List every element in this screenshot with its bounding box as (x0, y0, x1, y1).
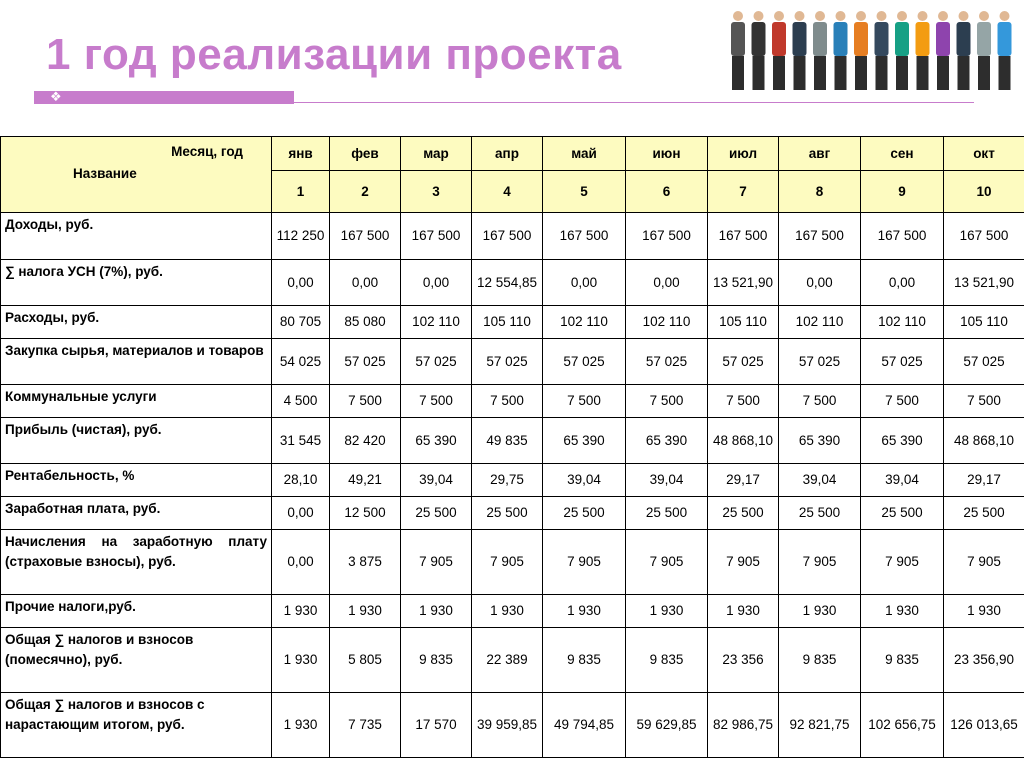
value-cell: 17 570 (401, 693, 472, 758)
value-cell: 0,00 (272, 497, 330, 530)
value-cell: 25 500 (708, 497, 779, 530)
value-cell: 1 930 (401, 595, 472, 628)
value-cell: 7 905 (401, 530, 472, 595)
row-name-cell: Доходы, руб. (1, 213, 272, 260)
value-cell: 7 905 (861, 530, 944, 595)
finance-table (0, 136, 1024, 758)
value-cell: 102 110 (401, 306, 472, 339)
value-cell: 102 110 (779, 306, 861, 339)
value-cell: 7 500 (861, 385, 944, 418)
header-month-cell: янв (272, 137, 330, 171)
value-cell: 7 905 (779, 530, 861, 595)
value-cell: 0,00 (861, 260, 944, 306)
value-cell: 0,00 (272, 530, 330, 595)
value-cell: 4 500 (272, 385, 330, 418)
value-cell: 167 500 (779, 213, 861, 260)
value-cell: 105 110 (944, 306, 1024, 339)
header-month-number-cell: 7 (708, 171, 779, 213)
value-cell: 9 835 (401, 628, 472, 693)
value-cell: 39,04 (401, 464, 472, 497)
value-cell: 48 868,10 (944, 418, 1024, 464)
row-name-cell: ∑ налога УСН (7%), руб. (1, 260, 272, 306)
value-cell: 7 500 (472, 385, 543, 418)
header-month-number-cell: 10 (944, 171, 1024, 213)
value-cell: 57 025 (401, 339, 472, 385)
row-name-cell: Рентабельность, % (1, 464, 272, 497)
value-cell: 49 835 (472, 418, 543, 464)
value-cell: 167 500 (401, 213, 472, 260)
header-month-cell: июл (708, 137, 779, 171)
row-name-cell: Закупка сырья, материалов и товаров (1, 339, 272, 385)
value-cell: 1 930 (543, 595, 626, 628)
value-cell: 7 500 (944, 385, 1024, 418)
value-cell: 25 500 (626, 497, 708, 530)
value-cell: 1 930 (472, 595, 543, 628)
value-cell: 9 835 (779, 628, 861, 693)
workers-group-image (730, 2, 1020, 94)
value-cell: 92 821,75 (779, 693, 861, 758)
value-cell: 48 868,10 (708, 418, 779, 464)
row-name-cell: Общая ∑ налогов и взносов (помесячно), руб. (1, 628, 272, 693)
value-cell: 9 835 (543, 628, 626, 693)
value-cell: 57 025 (543, 339, 626, 385)
value-cell: 9 835 (861, 628, 944, 693)
title-divider-line (294, 102, 974, 103)
value-cell: 7 500 (543, 385, 626, 418)
value-cell: 12 500 (330, 497, 401, 530)
value-cell: 167 500 (330, 213, 401, 260)
value-cell: 39,04 (626, 464, 708, 497)
value-cell: 0,00 (626, 260, 708, 306)
value-cell: 54 025 (272, 339, 330, 385)
value-cell: 65 390 (626, 418, 708, 464)
table-row (1, 530, 1024, 595)
value-cell: 29,17 (708, 464, 779, 497)
table-row (1, 385, 1024, 418)
value-cell: 102 110 (543, 306, 626, 339)
value-cell: 13 521,90 (944, 260, 1024, 306)
table-row (1, 418, 1024, 464)
header-month-cell: мар (401, 137, 472, 171)
value-cell: 3 875 (330, 530, 401, 595)
value-cell: 65 390 (543, 418, 626, 464)
value-cell: 0,00 (543, 260, 626, 306)
value-cell: 167 500 (472, 213, 543, 260)
value-cell: 9 835 (626, 628, 708, 693)
header-month-number-cell: 5 (543, 171, 626, 213)
value-cell: 25 500 (779, 497, 861, 530)
value-cell: 1 930 (272, 595, 330, 628)
value-cell: 25 500 (944, 497, 1024, 530)
value-cell: 57 025 (779, 339, 861, 385)
value-cell: 57 025 (626, 339, 708, 385)
value-cell: 57 025 (472, 339, 543, 385)
row-name-cell: Коммунальные услуги (1, 385, 272, 418)
value-cell: 1 930 (272, 628, 330, 693)
value-cell: 112 250 (272, 213, 330, 260)
value-cell: 7 500 (330, 385, 401, 418)
value-cell: 85 080 (330, 306, 401, 339)
value-cell: 25 500 (861, 497, 944, 530)
header-month-cell: июн (626, 137, 708, 171)
value-cell: 167 500 (861, 213, 944, 260)
value-cell: 49 794,85 (543, 693, 626, 758)
header-month-number-cell: 1 (272, 171, 330, 213)
table-row (1, 464, 1024, 497)
header-month-cell: сен (861, 137, 944, 171)
value-cell: 25 500 (472, 497, 543, 530)
row-name-cell: Прочие налоги,руб. (1, 595, 272, 628)
value-cell: 167 500 (944, 213, 1024, 260)
value-cell: 7 735 (330, 693, 401, 758)
value-cell: 7 905 (472, 530, 543, 595)
value-cell: 23 356,90 (944, 628, 1024, 693)
table-row (1, 260, 1024, 306)
row-name-cell: Общая ∑ налогов и взносов с нарастающим итогом, руб. (1, 693, 272, 758)
header-row-months (1, 137, 1024, 171)
value-cell: 1 930 (272, 693, 330, 758)
header-month-cell: май (543, 137, 626, 171)
value-cell: 1 930 (330, 595, 401, 628)
value-cell: 82 986,75 (708, 693, 779, 758)
value-cell: 1 930 (944, 595, 1024, 628)
value-cell: 1 930 (626, 595, 708, 628)
value-cell: 39,04 (779, 464, 861, 497)
value-cell: 39,04 (861, 464, 944, 497)
value-cell: 7 905 (944, 530, 1024, 595)
value-cell: 82 420 (330, 418, 401, 464)
value-cell: 7 500 (401, 385, 472, 418)
value-cell: 80 705 (272, 306, 330, 339)
value-cell: 105 110 (708, 306, 779, 339)
value-cell: 65 390 (401, 418, 472, 464)
value-cell: 1 930 (861, 595, 944, 628)
value-cell: 23 356 (708, 628, 779, 693)
table-row (1, 306, 1024, 339)
value-cell: 7 500 (626, 385, 708, 418)
header-month-number-cell: 4 (472, 171, 543, 213)
title-underline-bar (34, 91, 294, 104)
header-month-cell: апр (472, 137, 543, 171)
header-corner-cell (1, 137, 272, 213)
value-cell: 57 025 (708, 339, 779, 385)
table-row (1, 628, 1024, 693)
row-name-cell: Прибыль (чистая), руб. (1, 418, 272, 464)
value-cell: 7 905 (626, 530, 708, 595)
header-month-number-cell: 3 (401, 171, 472, 213)
value-cell: 57 025 (330, 339, 401, 385)
value-cell: 31 545 (272, 418, 330, 464)
value-cell: 28,10 (272, 464, 330, 497)
value-cell: 7 500 (708, 385, 779, 418)
value-cell: 0,00 (272, 260, 330, 306)
value-cell: 49,21 (330, 464, 401, 497)
value-cell: 167 500 (708, 213, 779, 260)
value-cell: 12 554,85 (472, 260, 543, 306)
value-cell: 7 905 (543, 530, 626, 595)
value-cell: 57 025 (861, 339, 944, 385)
header-month-year-label: Месяц, год (171, 144, 243, 159)
value-cell: 7 500 (779, 385, 861, 418)
table-row (1, 339, 1024, 385)
table-row (1, 595, 1024, 628)
value-cell: 29,17 (944, 464, 1024, 497)
value-cell: 126 013,65 (944, 693, 1024, 758)
table-row (1, 497, 1024, 530)
header-month-cell: окт (944, 137, 1024, 171)
header-month-cell: авг (779, 137, 861, 171)
value-cell: 13 521,90 (708, 260, 779, 306)
value-cell: 102 110 (626, 306, 708, 339)
value-cell: 0,00 (330, 260, 401, 306)
value-cell: 57 025 (944, 339, 1024, 385)
row-name-cell: Заработная плата, руб. (1, 497, 272, 530)
diamond-dots-icon: ❖ (50, 89, 62, 104)
row-name-cell: Начисления на заработную плату (страховые взносы), руб. (1, 530, 272, 595)
value-cell: 39,04 (543, 464, 626, 497)
header-month-number-cell: 9 (861, 171, 944, 213)
value-cell: 25 500 (401, 497, 472, 530)
value-cell: 102 656,75 (861, 693, 944, 758)
header-name-label: Название (73, 166, 137, 181)
header-month-number-cell: 8 (779, 171, 861, 213)
value-cell: 22 389 (472, 628, 543, 693)
value-cell: 1 930 (708, 595, 779, 628)
value-cell: 25 500 (543, 497, 626, 530)
table-row (1, 213, 1024, 260)
header-month-cell: фев (330, 137, 401, 171)
value-cell: 7 905 (708, 530, 779, 595)
value-cell: 5 805 (330, 628, 401, 693)
value-cell: 0,00 (401, 260, 472, 306)
row-name-cell: Расходы, руб. (1, 306, 272, 339)
value-cell: 65 390 (861, 418, 944, 464)
value-cell: 65 390 (779, 418, 861, 464)
value-cell: 39 959,85 (472, 693, 543, 758)
header-month-number-cell: 6 (626, 171, 708, 213)
table-row (1, 693, 1024, 758)
value-cell: 1 930 (779, 595, 861, 628)
value-cell: 167 500 (626, 213, 708, 260)
value-cell: 105 110 (472, 306, 543, 339)
value-cell: 59 629,85 (626, 693, 708, 758)
value-cell: 0,00 (779, 260, 861, 306)
value-cell: 29,75 (472, 464, 543, 497)
value-cell: 167 500 (543, 213, 626, 260)
value-cell: 102 110 (861, 306, 944, 339)
page-title: 1 год реализации проекта (46, 30, 622, 79)
header-month-number-cell: 2 (330, 171, 401, 213)
